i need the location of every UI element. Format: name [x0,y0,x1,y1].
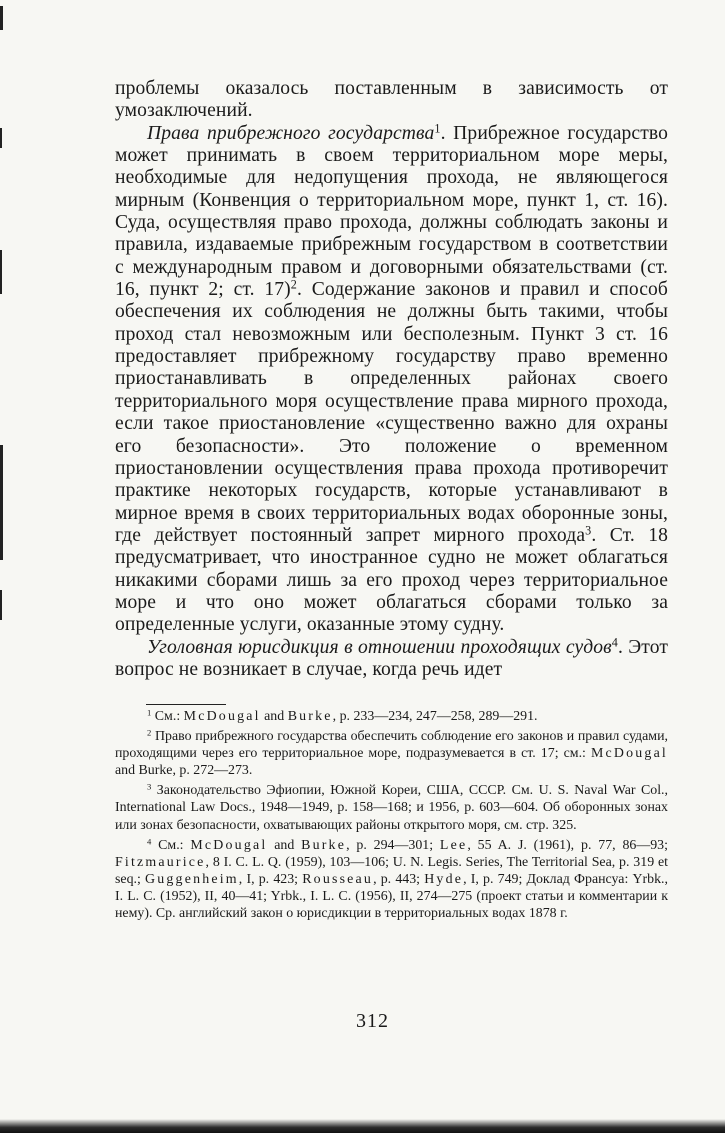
footnote-ref: 1 [434,121,441,136]
footnote-ref: 4 [611,634,618,649]
section-heading-criminal-jurisdiction: Уголовная юрисдикция в отношении проходящих судов [147,636,612,658]
footnote-2: $^2$ Право прибрежного государства обеспечить соблюдение его законов и правил судами, проходящими через его территориальное море, подразумевается в ст. 17; см.: McDougal and Burke, p. 272—273. [115,727,668,779]
paragraph-1: проблемы оказалось поставленным в зависимость от умозаключений. [115,78,668,122]
footnote-1: $^1$ См.: McDougal and Burke, p. 233—234, 247—258, 289—291. [147,707,538,724]
footnote-ref: 2 [290,277,297,292]
scan-edge-mark [0,6,3,30]
scan-bottom-edge [0,1119,725,1133]
footnote-divider [146,704,226,705]
scan-edge-mark [0,128,2,148]
scan-edge-mark [0,445,3,560]
main-text [115,78,668,681]
footnote-ref: 3 [585,523,592,538]
footnotes [115,708,668,922]
scan-edge-mark [0,590,2,620]
footnote-4: $^4$ См.: McDougal and Burke, p. 294—301; Lee, 55 A. J. (1961), p. 77, 86—93; Fitzmaurice, 8 I. C. L. Q. (1959), 103—106; U. N. Legis. Series, The Territorial Sea, p. 319 et seq.; Guggenheim, I, p. 423; Rousseau, p. 443; Hyde, I, p. 749; Доклад Франсуа: Yrbk., I. L. C. (1952), II, 40—41; Yrbk., I. L. C. (1956), II, 274—275 (проект статьи и комментарии к нему). Ср. английский закон о юрисдикции в территориальных водах 1878 г. [115,835,668,922]
page-number: 312 [356,1010,389,1032]
section-heading-coastal-state: Права прибрежного государства [147,122,435,144]
scan-edge-mark [0,250,2,294]
paragraph-3: Уголовная юрисдикция в отношении проходящих судов$^4$. Этот вопрос не возникает в случае, когда речь идет [115,634,668,680]
paragraph-2: Права прибрежного государства$^1$. Прибрежное государство может принимать в своем территориальном море меры, необходимые для недопущения прохода, не являющегося мирным (Конвенция о территориальном море, пункт 1, ст. 16). Суда, осуществляя право прохода, должны соблюдать законы и правила, издаваемые прибрежным государством в соответствии с международным правом и договорными обязательствами (ст. 16, пункт 2; ст. 17)$^2$. Содержание законов и правил и способ обеспечения их соблюдения не должны быть такими, чтобы проход стал невозможным или бесполезным. Пункт 3 ст. 16 предоставляет прибрежному государству право временно приостанавливать в определенных районах своего территориального моря осуществление права мирного прохода, если такое приостановление «существенно важно для охраны его безопасности». Это положение о временном приостановлении осуществления права прохода противоречит практике некоторых государств, которые устанавливают в мирное время в своих территориальных водах оборонные зоны, где действует постоянный запрет мирного прохода$^3$. Ст. 18 предусматривает, что иностранное судно не может облагаться никакими сборами лишь за его проход через территориальное море и что оно может облагаться сборами только за определенные услуги, оказанные этому судну. [115,121,669,636]
footnote-3: $^3$ Законодательство Эфиопии, Южной Кореи, США, СССР. См. U. S. Naval War Col., International Law Docs., 1948—1949, p. 158—168; и 1956, p. 603—604. Об оборонных зонах или зонах безопасности, охватывающих районы открытого моря, см. стр. 325. [115,781,668,833]
